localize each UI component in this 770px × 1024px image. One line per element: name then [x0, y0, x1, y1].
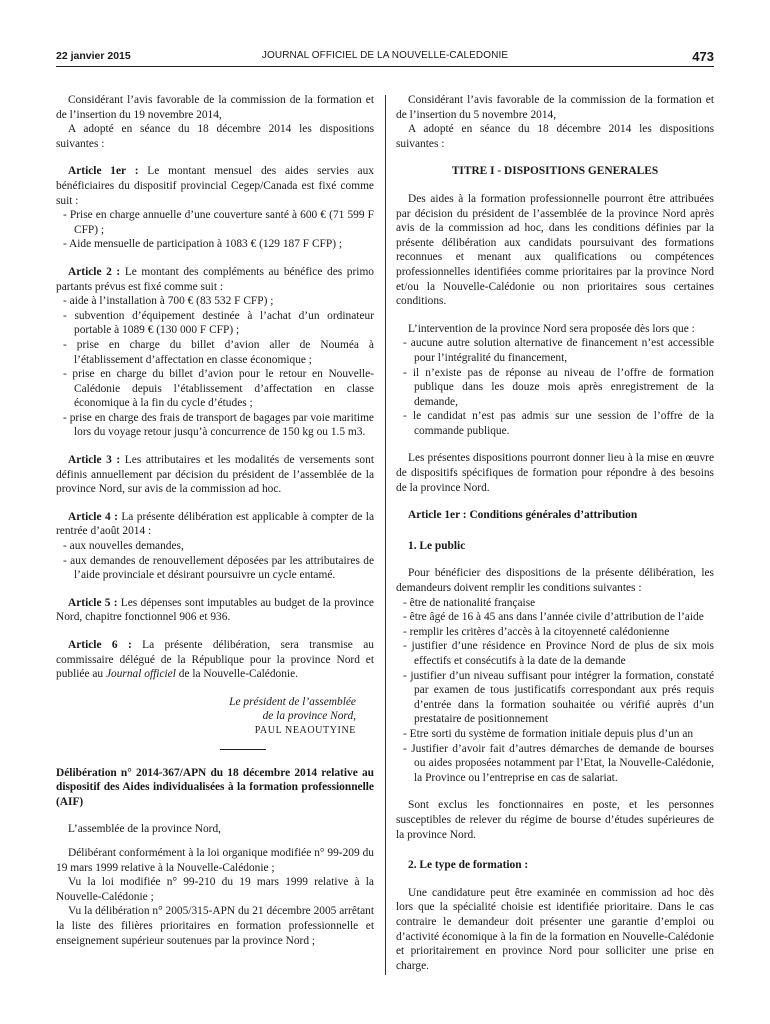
article-label: Article 3 : [68, 454, 121, 467]
article-text: La présente délibération, sera transmise au commissaire délégué de la République pour la province Nord et publiée au [56, 639, 374, 681]
header-date: 22 janvier 2015 [56, 50, 131, 62]
paragraph: Des aides à la formation professionnelle pourront être attribuées par décision du président de l’assemblée de la province Nord après avis de la commission ad hoc, dans les conditions définies par la présente délibération aux candidats poursuivant des formations reconnues et menant aux qualifications ou compétences professionnelles identifiées comme prioritaires par la province Nord et/ou la Nouvelle-Calédonie ou non prioritaires sous certaines conditions. [396, 192, 714, 308]
page-number: 473 [692, 49, 714, 64]
paragraph: Pour bénéficier des dispositions de la présente délibération, les demandeurs doivent remplir les conditions suivantes : [396, 567, 714, 595]
list-item: - aide à l’installation à 700 € (83 532 F CFP) ; [63, 295, 274, 308]
paragraph: A adopté en séance du 18 décembre 2014 les dispositions suivantes : [56, 123, 374, 150]
paragraph: Considérant l’avis favorable de la commission de la formation et de l’insertion du 19 novembre 2014, [56, 94, 374, 121]
paragraph: Délibérant conformément à la loi organique modifiée n° 99-209 du 19 mars 1999 relative à la Nouvelle-Calédonie ; [56, 846, 374, 874]
article-label: Article 6 : [68, 639, 132, 651]
paragraph: Les présentes dispositions pourront donner lieu à la mise en œuvre de dispositifs spécifiques de formation pour répondre à des besoins de la province Nord. [396, 452, 714, 494]
paragraph: A adopté en séance du 18 décembre 2014 les dispositions suivantes : [396, 123, 714, 150]
list-item: - Justifier d’avoir fait d’autres démarches de demande de bourses ou aides proposées notamment par l’Etat, la Nouvelle-Calédonie, la Province ou l’entreprise en cas de salariat. [403, 742, 714, 784]
article-text: Les dépenses sont imputables au budget de la province Nord, chapitre fonctionnel 906 et 936. [56, 596, 374, 624]
column-divider [385, 95, 386, 975]
separator-line [220, 749, 266, 750]
list-item: - le candidat n’est pas admis sur une session de l’offre de la commande publique. [403, 410, 714, 437]
section-title: TITRE I - DISPOSITIONS GENERALES [451, 165, 659, 178]
list-item: - aucune autre solution alternative de financement n’est accessible pour l’intégralité du financement, [403, 337, 714, 364]
header-rule [56, 66, 714, 67]
page-header [56, 50, 714, 66]
paragraph: Sont exclus les fonctionnaires en poste, et les personnes susceptibles de relever du régime de bourse d’études supérieures de la province Nord. [396, 799, 714, 841]
paragraph: Vu la délibération n° 2005/315-APN du 21 décembre 2005 arrêtant la liste des filières prioritaires en formation professionnelle et enseignement supérieur soutenues par la province Nord ; [56, 905, 374, 947]
article-text: La présente délibération est applicable à compter de la rentrée d’août 2014 : [56, 510, 375, 538]
list-item: - prise en charge du billet d’avion aller de Nouméa à l’établissement d’affectation en classe économique ; [63, 338, 374, 366]
list-item: - prise en charge du billet d’avion pour le retour en Nouvelle-Calédonie depuis l’établissement d’affectation en classe économique à la fin du cycle d’études ; [63, 368, 374, 410]
paragraph: L’intervention de la province Nord sera proposée dès lors que : [408, 322, 695, 335]
signature-title: de la province Nord, [262, 710, 356, 723]
article-text: Le montant mensuel des aides servies aux bénéficiaires du dispositif provincial Cegep/Canada est fixé comme suit : [56, 165, 375, 207]
header-journal-title: JOURNAL OFFICIEL DE LA NOUVELLE-CALEDONIE [261, 50, 509, 61]
list-item: - Etre sorti du système de formation initiale depuis plus d’un an [403, 727, 694, 740]
article-2 [56, 265, 374, 294]
paragraph: Une candidature peut être examinée en commission ad hoc dès lors que la spécialité choisie est identifiée prioritaire. Dans le cas contraire le demandeur doit présenter une garantie d’emploi ou d’activité économique à la fin de la formation en Nouvelle-Calédonie et prioritairement en province Nord pour solliciter une prise en charge. [396, 886, 714, 972]
list-item: - prise en charge des frais de transport de bagages par voie maritime lors du voyage retour jusqu’à concurrence de 150 kg ou 1.5 m3. [63, 411, 374, 439]
article-heading: Article 1er : Conditions générales d’attribution [408, 509, 638, 522]
article-text: Les attributaires et les modalités de versements sont définis annuellement par décision du président de l’assemblée de la province Nord, sur avis de la commission ad hoc. [56, 454, 374, 496]
left-column [56, 93, 374, 948]
list-item: - Prise en charge annuelle d’une couverture santé à 600 € (71 599 F CFP) ; [63, 209, 374, 236]
list-item: - justifier d’une résidence en Province Nord de plus de six mois effectifs et consécutifs à la date de la demande [403, 640, 714, 667]
article-6 [56, 638, 374, 682]
article-label: Article 1er : [68, 165, 139, 178]
right-column [396, 93, 714, 973]
journal-officiel-text: Journal officiel [105, 668, 176, 681]
deliberation-title: Délibération n° 2014-367/APN du 18 décembre 2014 relative au dispositif des Aides individualisées à la formation professionnelle (AIF) [56, 766, 374, 808]
list-item: - il n’existe pas de réponse au niveau de l’offre de formation publique dans les douze mois après enregistrement de la demande, [403, 366, 714, 408]
paragraph: Considérant l’avis favorable de la commission de la formation et de l’insertion du 5 novembre 2014, [396, 94, 714, 121]
article-label: Article 2 : [68, 265, 121, 278]
list-item: - aux demandes de renouvellement déposées par les attributaires de l’aide provinciale et désirant poursuivre un cycle entamé. [63, 554, 374, 582]
article-text: Le montant des compléments au bénéfice des primo partants prévus est fixé comme suit : [56, 265, 375, 293]
signature-title: Le président de l’assemblée [229, 695, 356, 708]
paragraph: L’assemblée de la province Nord, [68, 823, 221, 836]
subsection-heading: 1. Le public [408, 539, 466, 552]
article-5 [56, 596, 374, 625]
list-item: - subvention d’équipement destinée à l’achat d’un ordinateur portable à 1089 € (130 000 F CFP) ; [63, 309, 374, 337]
article-1 [56, 164, 374, 208]
list-item: - Aide mensuelle de participation à 1083 € (129 187 F CFP) ; [63, 238, 343, 251]
article-text: de la Nouvelle-Calédonie. [175, 668, 298, 681]
paragraph: Vu la loi modifiée n° 99-210 du 19 mars 1999 relative à la Nouvelle-Calédonie ; [56, 876, 374, 903]
article-4 [56, 510, 374, 539]
list-item: - être âgé de 16 à 45 ans dans l’année civile d’attribution de l’aide [403, 611, 704, 624]
article-3 [56, 453, 374, 497]
list-item: - remplir les critères d’accès à la citoyenneté calédonienne [403, 625, 670, 638]
article-label: Article 4 : [68, 510, 118, 523]
subsection-heading: 2. Le type de formation : [408, 859, 529, 872]
list-item: - être de nationalité française [403, 596, 536, 609]
list-item: - justifier d’un niveau suffisant pour intégrer la formation, constaté par examen de tous justificatifs correspondant aux prés requis d’entrée dans la formation souhaitée ou vérifié auprès d’un prestataire de positionnement [403, 669, 714, 726]
list-item: - aux nouvelles demandes, [63, 540, 184, 553]
article-label: Article 5 : [68, 596, 118, 609]
signature-name: PAUL NEAOUTYINE [254, 724, 356, 736]
